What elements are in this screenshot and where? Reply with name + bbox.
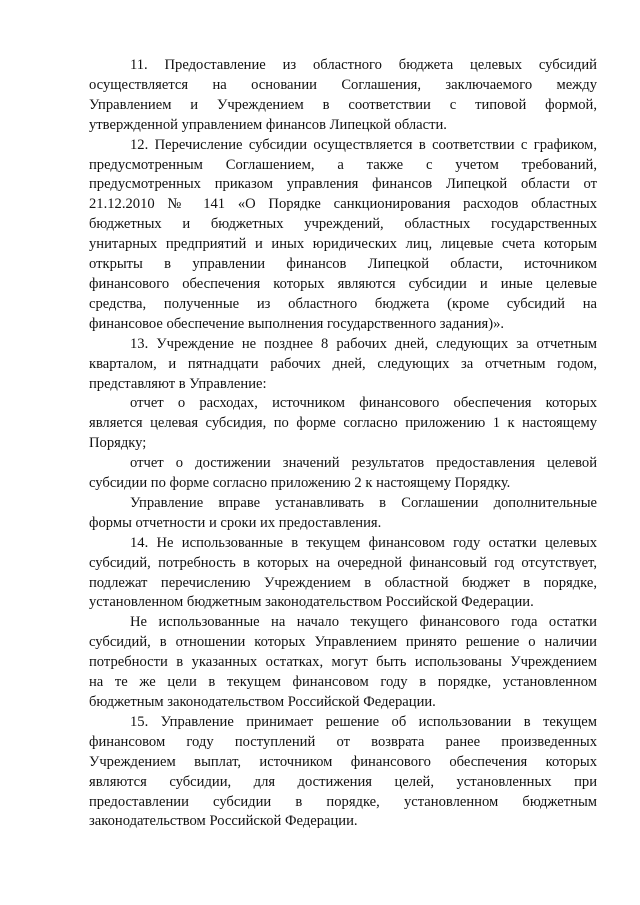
- text-line: представляют в Управление:: [89, 375, 267, 392]
- text-line: унитарных предприятий и иных юридических лиц, лицевые счета которым: [89, 236, 597, 253]
- paragraph-12: [89, 136, 597, 335]
- text-line: субсидий, потребность в которых на очередной финансовый год отсутствует,: [89, 554, 597, 571]
- text-line: законодательством Российской Федерации.: [89, 813, 358, 830]
- text-line: Учреждением выплат, источником финансового обеспечения которых: [89, 753, 597, 770]
- text-line: финансовом году поступлений от возврата ранее произведенных: [89, 733, 597, 750]
- paragraph-14-unused-balances: [89, 613, 597, 713]
- text-line: бюджетным законодательством Российской Федерации.: [89, 694, 436, 710]
- text-line: являются субсидии, для достижения целей, установленных при: [89, 773, 597, 790]
- text-line: отчет о достижении значений результатов предоставления целевой: [130, 455, 597, 472]
- text-line: кварталом, и пятнадцати рабочих дней, следующих за отчетным годом,: [89, 355, 597, 372]
- text-line: предоставлении субсидии в порядке, установленном бюджетным: [89, 793, 597, 810]
- text-line: Порядку;: [89, 435, 147, 452]
- paragraph-13-report-expenses: [89, 394, 597, 454]
- text-line: установленном бюджетным законодательством Российской Федерации.: [89, 594, 534, 611]
- text-line: 15. Управление принимает решение об использовании в текущем: [130, 713, 597, 730]
- text-line: 12. Перечисление субсидии осуществляется в соответствии с графиком,: [130, 136, 597, 153]
- text-line: субсидии по форме согласно приложению 2 к настоящему Порядку.: [89, 475, 511, 492]
- paragraph-15: [89, 713, 597, 832]
- text-line: 13. Учреждение не позднее 8 рабочих дней, следующих за отчетным: [130, 335, 597, 352]
- paragraph-11: [89, 56, 597, 136]
- paragraph-13-report-results: [89, 454, 597, 494]
- text-line: Управление вправе устанавливать в Соглашении дополнительные: [130, 494, 597, 511]
- text-line: предусмотренных приказом управления финансов Липецкой области от: [89, 176, 597, 193]
- text-line: подлежат перечислению Учреждением в областной бюджет в порядке,: [89, 574, 597, 591]
- text-line: на те же цели в текущем финансовом году в порядке, установленном: [89, 674, 597, 691]
- text-line: бюджетных и бюджетных учреждений, областных государственных: [89, 216, 597, 233]
- text-line: формы отчетности и сроки их предоставления.: [89, 514, 382, 531]
- text-line: предусмотренным Соглашением, а также с учетом требований,: [89, 156, 597, 173]
- paragraph-13-additional-forms: [89, 494, 597, 534]
- document-page: [89, 56, 597, 832]
- paragraph-13: [89, 335, 597, 395]
- text-line: является целевая субсидия, по форме согласно приложению 1 к настоящему: [89, 415, 597, 432]
- text-line: Не использованные на начало текущего финансового года остатки: [130, 614, 597, 631]
- text-line: отчет о расходах, источником финансового обеспечения которых: [130, 395, 597, 412]
- text-line: финансовое обеспечение выполнения государственного задания)».: [89, 315, 505, 332]
- paragraph-14: [89, 534, 597, 614]
- text-line: потребности в указанных остатках, могут быть использованы Учреждением: [89, 654, 597, 671]
- text-line: утвержденной управлением финансов Липецкой области.: [89, 116, 447, 133]
- text-line: субсидий, в отношении которых Управлением принято решение о наличии: [89, 634, 597, 651]
- text-line: финансового обеспечения которых являются субсидии и иные целевые: [89, 275, 597, 292]
- text-line: средства, полученные из областного бюджета (кроме субсидий на: [89, 295, 597, 312]
- text-line: осуществляется на основании Соглашения, заключаемого между: [89, 76, 597, 93]
- text-line: открыты в управлении финансов Липецкой области, источником: [89, 256, 597, 273]
- text-line: 21.12.2010 № 141 «О Порядке санкционирования расходов областных: [89, 196, 597, 213]
- text-line: 11. Предоставление из областного бюджета целевых субсидий: [130, 57, 597, 73]
- text-line: Управлением и Учреждением в соответствии с типовой формой,: [89, 96, 597, 113]
- text-line: 14. Не использованные в текущем финансовом году остатки целевых: [130, 534, 597, 551]
